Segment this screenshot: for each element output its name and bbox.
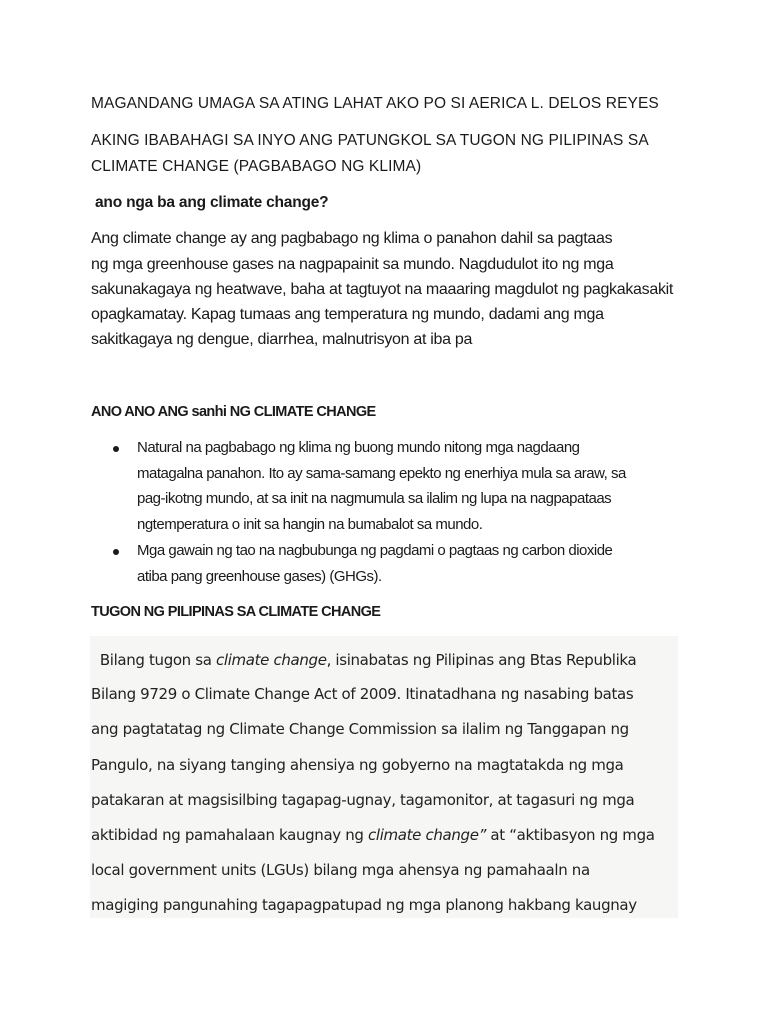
response-line-5: patakaran at magsisilbing tagapag-ugnay, tagamonitor, at tagasuri ng mga (91, 791, 635, 809)
bullet-icon (113, 446, 119, 452)
response-text: at “aktibasyon ng mga (486, 826, 655, 844)
response-heading: TUGON NG PILIPINAS SA CLIMATE CHANGE (91, 604, 381, 620)
causes-heading: ANO ANO ANG sanhi NG CLIMATE CHANGE (91, 404, 376, 420)
cause-1-line-1: Natural na pagbabago ng klima ng buong mundo nitong mga nagdaang (137, 439, 580, 456)
topic-line-2: CLIMATE CHANGE (PAGBABAGO NG KLIMA) (91, 158, 422, 175)
cause-2-line-2: atiba pang greenhouse gases) (GHGs). (137, 568, 382, 585)
response-line-7: local government units (LGUs) bilang mga ahensya ng pamahaaln na (91, 861, 590, 879)
topic-line-1: AKING IBABAHAGI SA INYO ANG PATUNGKOL SA TUGON NG PILIPINAS SA (91, 132, 649, 149)
response-line-1 (91, 651, 636, 669)
response-text: , isinabatas ng Pilipinas ang Btas Republika (326, 651, 637, 669)
cause-1-line-3: pag-ikotng mundo, at sa init na nagmumula sa ilalim ng lupa na nagpapataas (137, 490, 612, 507)
question-heading: ano nga ba ang climate change? (95, 194, 329, 211)
greeting-line: MAGANDANG UMAGA SA ATING LAHAT AKO PO SI AERICA L. DELOS REYES (91, 95, 659, 112)
intro-line-4: opagkamatay. Kapag tumaas ang temperatura ng mundo, dadami ang mga (91, 306, 604, 323)
response-line-8: magiging pangunahing tagapagpatupad ng mga planong hakbang kaugnay (91, 896, 637, 914)
response-line-6 (91, 826, 655, 844)
response-line-4: Pangulo, na siyang tanging ahensiya ng gobyerno na magtatakda ng mga (91, 756, 624, 774)
response-emphasis: climate change” (368, 826, 486, 844)
intro-line-5: sakitkagaya ng dengue, diarrhea, malnutrisyon at iba pa (91, 331, 473, 348)
cause-1-line-2: matagalna panahon. Ito ay sama-samang epekto ng enerhiya mula sa araw, sa (137, 465, 626, 482)
cause-2-line-1: Mga gawain ng tao na nagbubunga ng pagdami o pagtaas ng carbon dioxide (137, 542, 613, 559)
intro-line-1: Ang climate change ay ang pagbabago ng klima o panahon dahil sa pagtaas (91, 230, 613, 247)
bullet-icon (113, 549, 119, 555)
cause-1-line-4: ngtemperatura o init sa hangin na bumabalot sa mundo. (137, 516, 483, 533)
intro-line-2: ng mga greenhouse gases na nagpapainit sa mundo. Nagdudulot ito ng mga (91, 256, 614, 273)
response-emphasis: climate change (216, 651, 327, 669)
intro-line-3: sakunakagaya ng heatwave, baha at tagtuyot na maaaring magdulot ng pagkakasakit (91, 281, 674, 298)
response-line-3: ang pagtatatag ng Climate Change Commission sa ilalim ng Tanggapan ng (91, 720, 629, 738)
response-text: aktibidad ng pamahalaan kaugnay ng (91, 826, 368, 844)
response-text: Bilang tugon sa (91, 651, 216, 669)
response-line-2: Bilang 9729 o Climate Change Act of 2009. Itinatadhana ng nasabing batas (91, 685, 634, 703)
